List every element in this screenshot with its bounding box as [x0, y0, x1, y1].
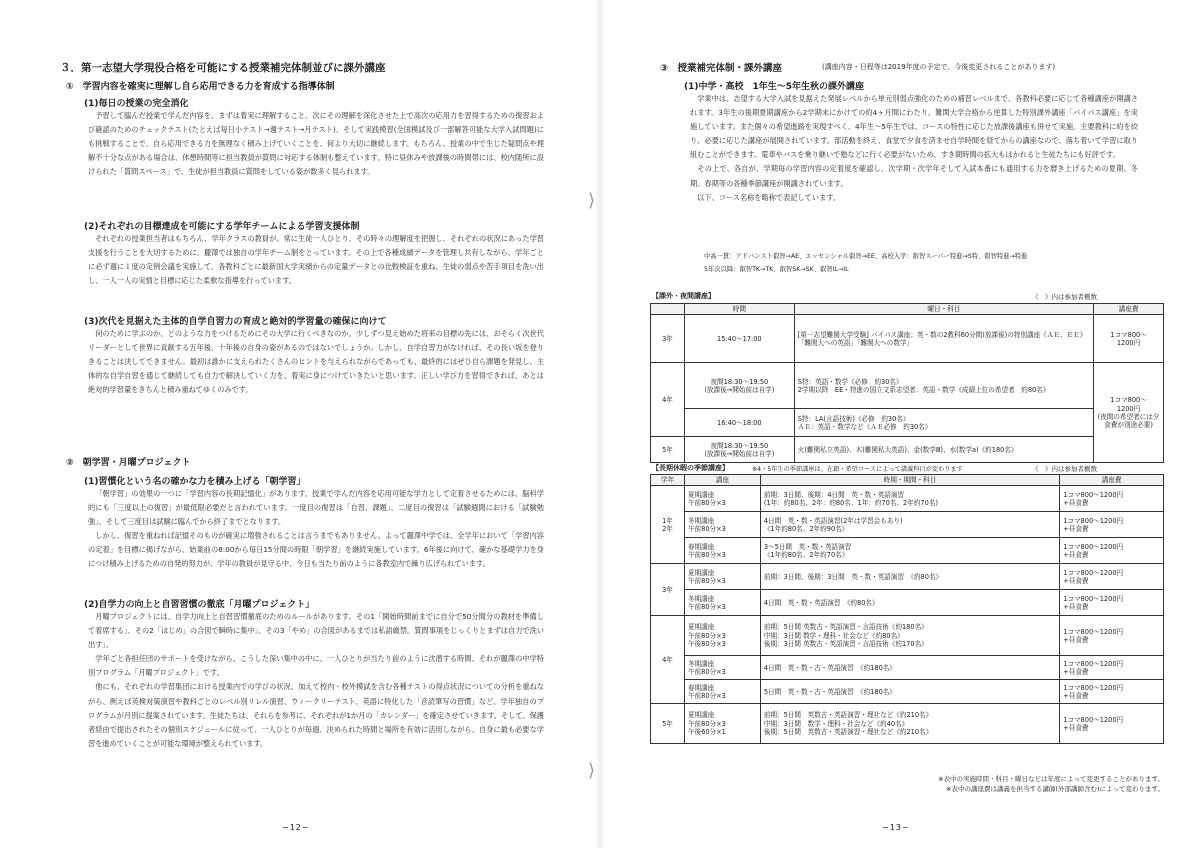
detail-cell: 4日間 英・数・古・英語演習 《約180名》: [760, 656, 1059, 680]
table-header-cell: 曜日・科目: [794, 304, 1093, 315]
detail-cell: 4日間 英・数・英語演習(2年は学習会もあり) 《1年約80名、2年約90名》: [760, 512, 1059, 538]
fee-cell: 1コマ800～1200円 +昼食費: [1060, 486, 1164, 512]
table-header-cell: 講座費: [1060, 475, 1164, 486]
grade-cell: 4年: [651, 616, 685, 704]
subsection-3-note: (講座内容・日程等は2019年度の予定で、今後変更されることがあります): [822, 63, 1056, 71]
table-row: [651, 315, 1164, 363]
fee-cell: 1コマ800～1200円 +昼食費: [1060, 564, 1164, 590]
table-header-cell: 時期・期間・科目: [760, 475, 1059, 486]
detail-cell: 前期：5日間 英数古・英語演習・言語技術《約180名》 中期：3日間 数学・理科・社会など《約80名》 後期：3日間 英数古・英語演習・言語技術《約170名》: [760, 616, 1059, 656]
table-row: [651, 538, 1164, 564]
binding-mark-top: ⟩: [588, 190, 596, 211]
subsection-3-title: ③ 授業補完体制・課外講座: [660, 63, 783, 74]
course-cell: 冬期講座 午前80分×3: [684, 656, 760, 680]
table-1-note: 《 》内は参加者概数: [1032, 293, 1097, 301]
grade-cell: 5年: [651, 704, 685, 744]
table-2-caption: 【長期休暇の季節講座】: [652, 464, 729, 472]
course-cell: 春期講座 午前80分×3: [684, 538, 760, 564]
course-cell: 夏期講座 午前80分×3 午後60分×1: [684, 704, 760, 744]
item-1-2-text: それぞれの授業担当者はもちろん、学年クラスの教員が、常に生徒一人ひとり、その時々の理解度を把握し、それぞれの状況にあった学習支援を行うことを大切するために、麗澤では独自の学年チーム制をとっています。その上で各種成績データを管理し共有しながら、学年ごとに必ず週に１度の定例会議を実施して、各教科ごとに最新国大学実績からの定量データとの比較検証を重ね、生徒の弱点や苦手項目を洗い出し、一人一人の実情と目標に応じた柔軟な指導を行っています。: [88, 234, 544, 286]
item-3-1-text: 学業中は、志望する大学入試を見据えた発展レベルから単元別弱点強化のための補習レベルまで、各教科必要に応じて各種講座が開講されます。3年生の後期夏期講座から2学期末にかけての約4ヶ月間にわたり、難関大学合格から逆算した特別課外講座「バイパス講座」を実施しています。また個々の希望進路を実現すべく、4年生～5年生では、コースの特性に応じた放課後講座も併せて実施。主要教科に約を絞り、必要に応じた講座が展開されています。部活動を終え、食堂で夕食を済ませ自学時間を経てからの講座なので、落ち着いて学習に取り組むことができます。電車やバスを乗り継いで塾などに行く必要がないため、すき間時間の拡大もはかれると生徒たちにも好評です。 その上で、各自が、学期毎の学習内容の定着度を確認し、次学期・次学年そして入試本番にも通用する力を磨き上げるための夏期、冬期、春期等の各種季節講座が開講されています。 以下、コース名称を略称で表記しています。: [690, 94, 1138, 202]
table-header-cell: 講座: [684, 475, 760, 486]
subject-cell: S特：英語・数学《必修 約30名》 2学期以降 EE・特進の国立文系志望者：英語・数学《成績上位の希望者 約80名》: [794, 363, 1093, 409]
course-cell: 冬期講座 午前80分×3: [684, 512, 760, 538]
page-number-right: −13−: [882, 823, 910, 832]
fee-cell: 1コマ800～1200円 +昼食費: [1060, 616, 1164, 656]
course-cell: 夏期講座 午前80分×3: [684, 486, 760, 512]
fee-cell: 1コマ800～1200円 +昼食費: [1060, 538, 1164, 564]
item-3-1-title: (1)中学・高校 1年生～5年生秋の課外講座: [684, 82, 865, 92]
item-2-1-text: 「朝学習」の効果の一つに「学習内容の長期記憶化」があります。授業で学んだ内容を応用可能な学力として定着させるためには、脳科学的にも「三度以上の復習」が最低限必要だと言われています。一度目の復習は「自習、課題」、二度目の復習は「試験週間における「試験勉強」、そして三度目は試験に臨んでから終了までとなります。 しかし、復習を重ねれば記憶そのものが確実に増強されることは言うまでもありません。よって麗澤中学では、全学年において「学習内容の定着」を目標に掲げながら、始業前の8:00から毎日15分間の時限「朝学習」を継続実施しています。6年後に向けて、確かな基礎学力を身につけ積み上げるための自発的努力が、学年の教員が見守る中、今日も当たり前のように各教室内で繰り広げられています。: [88, 489, 544, 569]
time-cell: 15:40～17:00: [684, 315, 794, 363]
grade-cell: 4年: [651, 363, 685, 437]
fee-cell: 1コマ800～1200円 +昼食費: [1060, 704, 1164, 744]
table-row: [651, 512, 1164, 538]
detail-cell: 4日間 英・数・英語演習 《約80名》: [760, 590, 1059, 616]
fee-cell: 1コマ800～1200円 +昼食費: [1060, 656, 1164, 680]
section-3-title: ３．第一志望大学現役合格を可能にする授業補完体制並びに課外講座: [60, 62, 386, 74]
right-page: [600, 0, 1200, 848]
grade-cell: 5年: [651, 437, 685, 463]
table-header-cell: 講座費: [1094, 304, 1164, 315]
seasonal-course-table: [650, 474, 1164, 744]
grade-cell: 1年 2年: [651, 486, 685, 564]
detail-cell: 前期：5日間 英数古・英語演習・理社など《約210名》 中期：3日間 数学・理科・社会など《約40名》 後期：5日間 英数古・英語演習・理社など《約210名》: [760, 704, 1059, 744]
item-1-3-title: (3)次代を見据えた主体的自学自習力の育成と絶対的学習量の確保に向けて: [84, 317, 387, 327]
table-header-row: [651, 304, 1164, 315]
fee-cell: 1コマ800～1200円 +昼食費: [1060, 590, 1164, 616]
grade-cell: 3年: [651, 315, 685, 363]
subject-cell: [第一志望難関大学受験] バイパス講座；英・数の2教科60分間(放課後)の特別講座《ＡＥ、ＥＥ》 「難関大への英語」「難関大への数学」: [794, 315, 1093, 363]
table-row: [651, 680, 1164, 704]
grade-cell: 3年: [651, 564, 685, 616]
detail-cell: 5日間 英・数・古・英語演習 《約180名》: [760, 680, 1059, 704]
table-1-caption: 【課外・夜間講座】: [652, 292, 715, 300]
table-row: [651, 486, 1164, 512]
course-cell: 春期講座 午前80分×3: [684, 680, 760, 704]
fee-cell: 1コマ800～ 1200円: [1094, 315, 1164, 363]
subsection-1-title: ① 学習内容を確実に理解し自ら応用できる力を育成する指導体制: [66, 82, 335, 92]
item-1-1-title: (1)毎日の授業の完全消化: [84, 99, 189, 109]
item-1-1-text: 予習して臨んだ授業で学んだ内容を、まずは着実に理解すること。次にその理解を深化させた上で高次の応用力を習得するための復習および確認のためのチェックテスト(たとえば毎日小テスト→週テスト→月テスト)、そして実践模習(全国模試及び一部解答可能な大学入試問題)にも挑戦することで、自ら応用できる力を無理なく積み上げていくことを、何より大切に継続します。もちろん、授業の中で生じた疑問点や理解不十分な点がある場合は、休憩時間等に担当教員が質問に対応する体制も整えています。特に昼休みや放課後の時間帯には、校内随所に設けられた「質問スペース」で、生徒が担当教員に質問をしている姿が数多く見られます。: [88, 111, 544, 177]
table-row: [651, 704, 1164, 744]
item-2-2-title: (2)自学力の向上と自習習慣の徹底「月曜プロジェクト」: [84, 600, 315, 610]
evening-course-table: [650, 303, 1164, 463]
subsection-2-title: ② 朝学習・月曜プロジェクト: [66, 458, 191, 468]
abbrev-line-2: 5年次以降：叡智TK→TK、叡智SK→SK、叡智IL→IL: [704, 266, 849, 273]
fee-cell: 1コマ800～ 1200円 (夜間の希望者には夕食費が別途必要): [1094, 363, 1164, 463]
table-row: [651, 437, 1164, 463]
course-cell: 冬期講座 午前80分×3: [684, 590, 760, 616]
fee-cell: 1コマ800～1200円 +昼食費: [1060, 512, 1164, 538]
table-row: [651, 590, 1164, 616]
table-row: [651, 656, 1164, 680]
detail-cell: 前期：3日間、後期：3日間 英・数・英語演習 《約80名》: [760, 564, 1059, 590]
subject-cell: 火(難関私立英語)、木(難関私大英語)、金(数学Ⅲ)、水(数学a)《約180名》: [794, 437, 1093, 463]
course-cell: 夏期講座 午前80分×3 午後80分×3: [684, 616, 760, 656]
abbrev-line-1: 中高一貫：アドバンスト叡智→AE、エッセンシャル叡智→EE、高校入学：叡智スーパー特進→S特、叡智特進→特進: [704, 253, 1028, 260]
subject-cell: S特：LA(言語技術)《必修 約30名》 ＡＥ：英語・数学など《ＡＥ必修 約30名》: [794, 409, 1093, 437]
item-1-2-title: (2)それぞれの目標達成を可能にする学年チームによる学習支援体制: [84, 222, 360, 232]
time-cell: 夜間18:30～19:50 (放課後→開始前は自学): [684, 437, 794, 463]
table-row: [651, 616, 1164, 656]
detail-cell: 前期：3日間、後期：4日間 英・数・英語演習 (1年：約80名、2年：約80名、1年：約70名、2年約70名): [760, 486, 1059, 512]
time-cell: 夜間18:30～19:50 (放課後→開始前は自学): [684, 363, 794, 409]
item-1-3-text: 何のために学ぶのか、どのような力をつけるためにその大学に行くべきなのか。少しずつ見え始めた将来の目標の先には、おそらく次世代リーダーとして世界に貢献する五年後、十年後の自身の姿があるのではないでしょうか。しかし、自学自習力がなければ、その長い坂を登りきることは決してできません。最初は誰かに支えられたくさんのヒントを与えられながらであっても、最終的にはぜひ自ら課題を発見し、主体的な自学自習を通じて継続しても自力で解決していく力を、着実に身につけていきたいと思います。正しい学び方を習得できれば、あとは絶対的学習量をきちんと積み重ねてゆくのみです。: [88, 329, 544, 395]
table-header-cell: 学年: [651, 475, 685, 486]
table-row: [651, 409, 1164, 437]
item-2-2-text: 月曜プロジェクトには、自学力向上と自習習慣徹底のためのルールがあります。その1「開始時間前までに自分で50分間分の教材を準備して着席する」、その2「はじめ」の合図で瞬時に集中」、その3「やめ」の合図があるまでは私語厳禁。質問事項をじっくりとまずは自力で洗い出す」。 学年ごと各担任団のサポートを受けながら、こうした深い集中の中に、一人ひとりが当たり前のように沈潜する時間、それが麗澤の中学特別プログラム「月曜プロジェクト」です。 他にも、それぞれの学習集団における授業内での学びの状況、加えて校内・校外模試を含む各種テストの得点状況についての分析を重ねながら、例えば英検対策演習や教科ごとのレベル別リレル演習、ウィークリーテスト、英語に特化した「音読筆写の習慣」など、学年独自のプログラムが月別に提案されています。生徒たちは、それらを参考に、それぞれが1か月の「カレンダー」を確定させていきます。そして、保護者経由で提出されたその個別スケジュールに従って、一人ひとりが毎週、決められた時間と場所を有効に活用しながら、自身に最も必要な学習を進めていくことが可能な環境が整えられています。: [88, 612, 544, 748]
fee-cell: 1コマ800～1200円 +昼食費: [1060, 680, 1164, 704]
table-2-caption-note: ※4・5年生の季節講座は、在籍・希望コースによって講義科目が変わります: [752, 466, 963, 473]
table-header-row: [651, 475, 1164, 486]
binding-mark-bottom: ⟩: [588, 760, 596, 781]
table-header-cell: [651, 304, 685, 315]
page-number-left: −12−: [282, 823, 310, 832]
detail-cell: 3～5日間 英・数・英語演習 《1年約80名、2年約70名》: [760, 538, 1059, 564]
table-header-cell: 時間: [684, 304, 794, 315]
course-cell: 夏期講座 午前80分×3: [684, 564, 760, 590]
table-row: [651, 363, 1164, 409]
time-cell: 16:40～18:00: [684, 409, 794, 437]
table-row: [651, 564, 1164, 590]
table-2-note: 《 》内は参加者概数: [1032, 465, 1097, 473]
item-2-1-title: (1)習慣化という名の確かな力を積み上げる「朝学習」: [84, 477, 306, 487]
table-footnote: ※表中の実施時間・科目・曜日などは年度によって変更することがあります。 ※表中の講座費は講義を担当する講師(外部講師含む)によって変わります。: [938, 775, 1164, 793]
